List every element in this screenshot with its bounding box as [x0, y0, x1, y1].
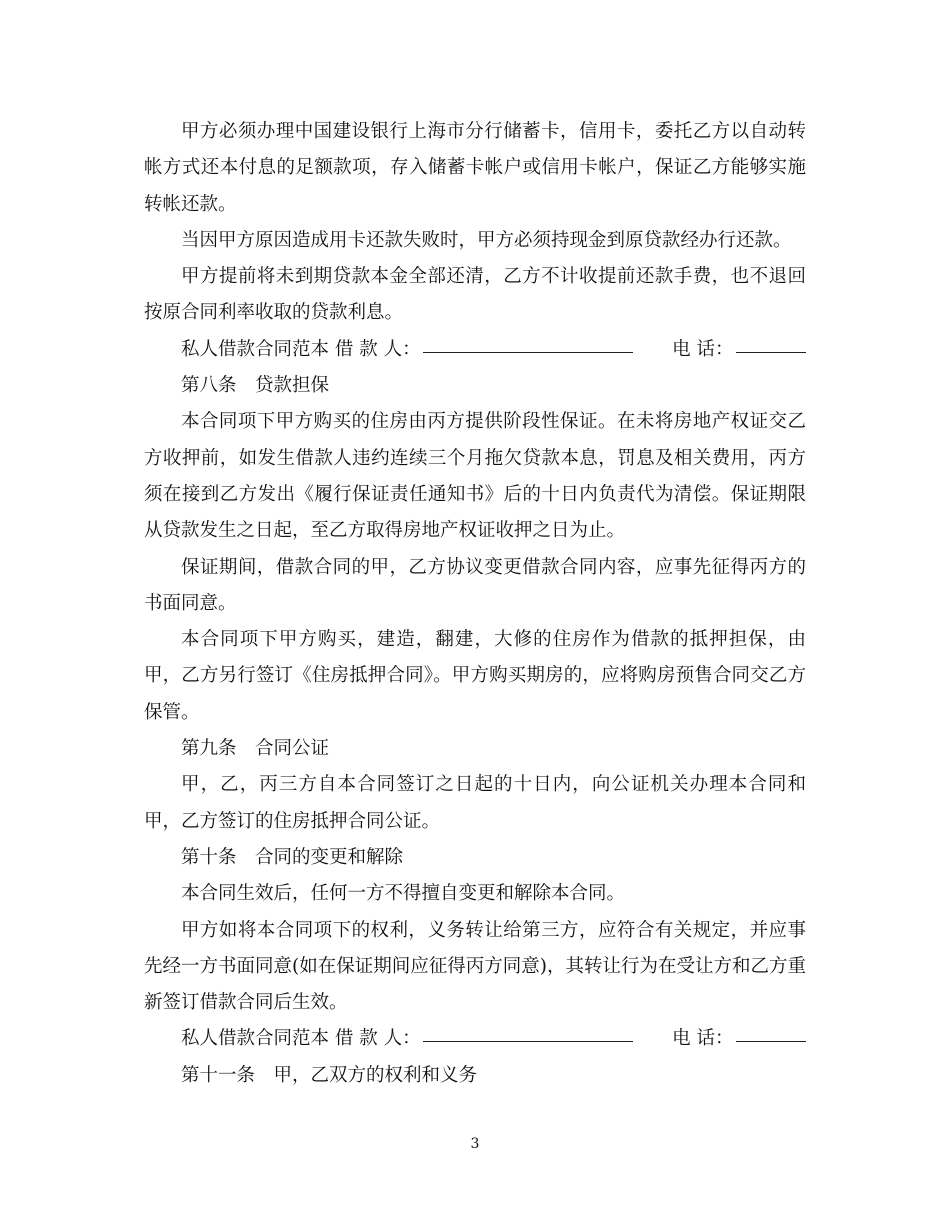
- article-11-heading: 第十一条 甲，乙双方的权利和义务: [181, 1064, 478, 1086]
- borrower-blank: [423, 1040, 634, 1042]
- paragraph-card-failure: 当因甲方原因造成用卡还款失败时，甲方必须持现金到原贷款经办行还款。: [181, 229, 792, 251]
- article-8-paragraph: 本合同项下甲方购买，建造，翻建，大修的住房作为借款的抵押担保，由甲，乙方另行签订《住房抵押合同》。甲方购买期房的，应将购房预售合同交乙方保管。: [144, 629, 806, 723]
- article-8-paragraph: 本合同项下甲方购买的住房由丙方提供阶段性保证。在未将房地产权证交乙方收押前，如发生借款人违约连续三个月拖欠贷款本息，罚息及相关费用，丙方须在接到乙方发出《履行保证责任通知书》后的十日内负责代为清偿。保证期限从贷款发生之日起，至乙方取得房地产权证收押之日为止。: [144, 411, 806, 542]
- article-10-paragraph: 本合同生效后，任何一方不得擅自变更和解除本合同。: [181, 883, 626, 905]
- article-8-heading: 第八条 贷款担保: [181, 375, 330, 397]
- borrower-label: 私人借款合同范本 借 款 人：: [181, 338, 421, 360]
- phone-blank: [736, 1040, 806, 1042]
- signature-line: [144, 1021, 806, 1057]
- paragraph-early-repayment: 甲方提前将未到期贷款本金全部还清，乙方不计收提前还款手费，也不退回按原合同利率收取的贷款利息。: [144, 266, 806, 324]
- page-number: 3: [470, 1136, 480, 1152]
- borrower-blank: [423, 351, 634, 353]
- document-body: [144, 114, 806, 1094]
- article-10-paragraph: 甲方如将本合同项下的权利，义务转让给第三方，应符合有关规定，并应事先经一方书面同意(如在保证期间应征得丙方同意)，其转让行为在受让方和乙方重新签订借款合同后生效。: [144, 919, 806, 1014]
- signature-line: [144, 332, 806, 368]
- phone-label: 电 话：: [672, 1028, 734, 1050]
- article-10-heading: 第十条 合同的变更和解除: [181, 846, 404, 868]
- article-8-paragraph: 保证期间，借款合同的甲，乙方协议变更借款合同内容，应事先征得丙方的书面同意。: [144, 556, 806, 614]
- paragraph-auto-transfer: 甲方必须办理中国建设银行上海市分行储蓄卡，信用卡，委托乙方以自动转帐方式还本付息的足额款项，存入储蓄卡帐户或信用卡帐户，保证乙方能够实施转帐还款。: [144, 121, 806, 215]
- phone-blank: [736, 351, 806, 353]
- article-9-paragraph: 甲，乙，丙三方自本合同签订之日起的十日内，向公证机关办理本合同和甲，乙方签订的住房抵押合同公证。: [144, 774, 806, 832]
- borrower-label: 私人借款合同范本 借 款 人：: [181, 1028, 421, 1050]
- article-9-heading: 第九条 合同公证: [181, 738, 330, 760]
- phone-label: 电 话：: [672, 338, 734, 360]
